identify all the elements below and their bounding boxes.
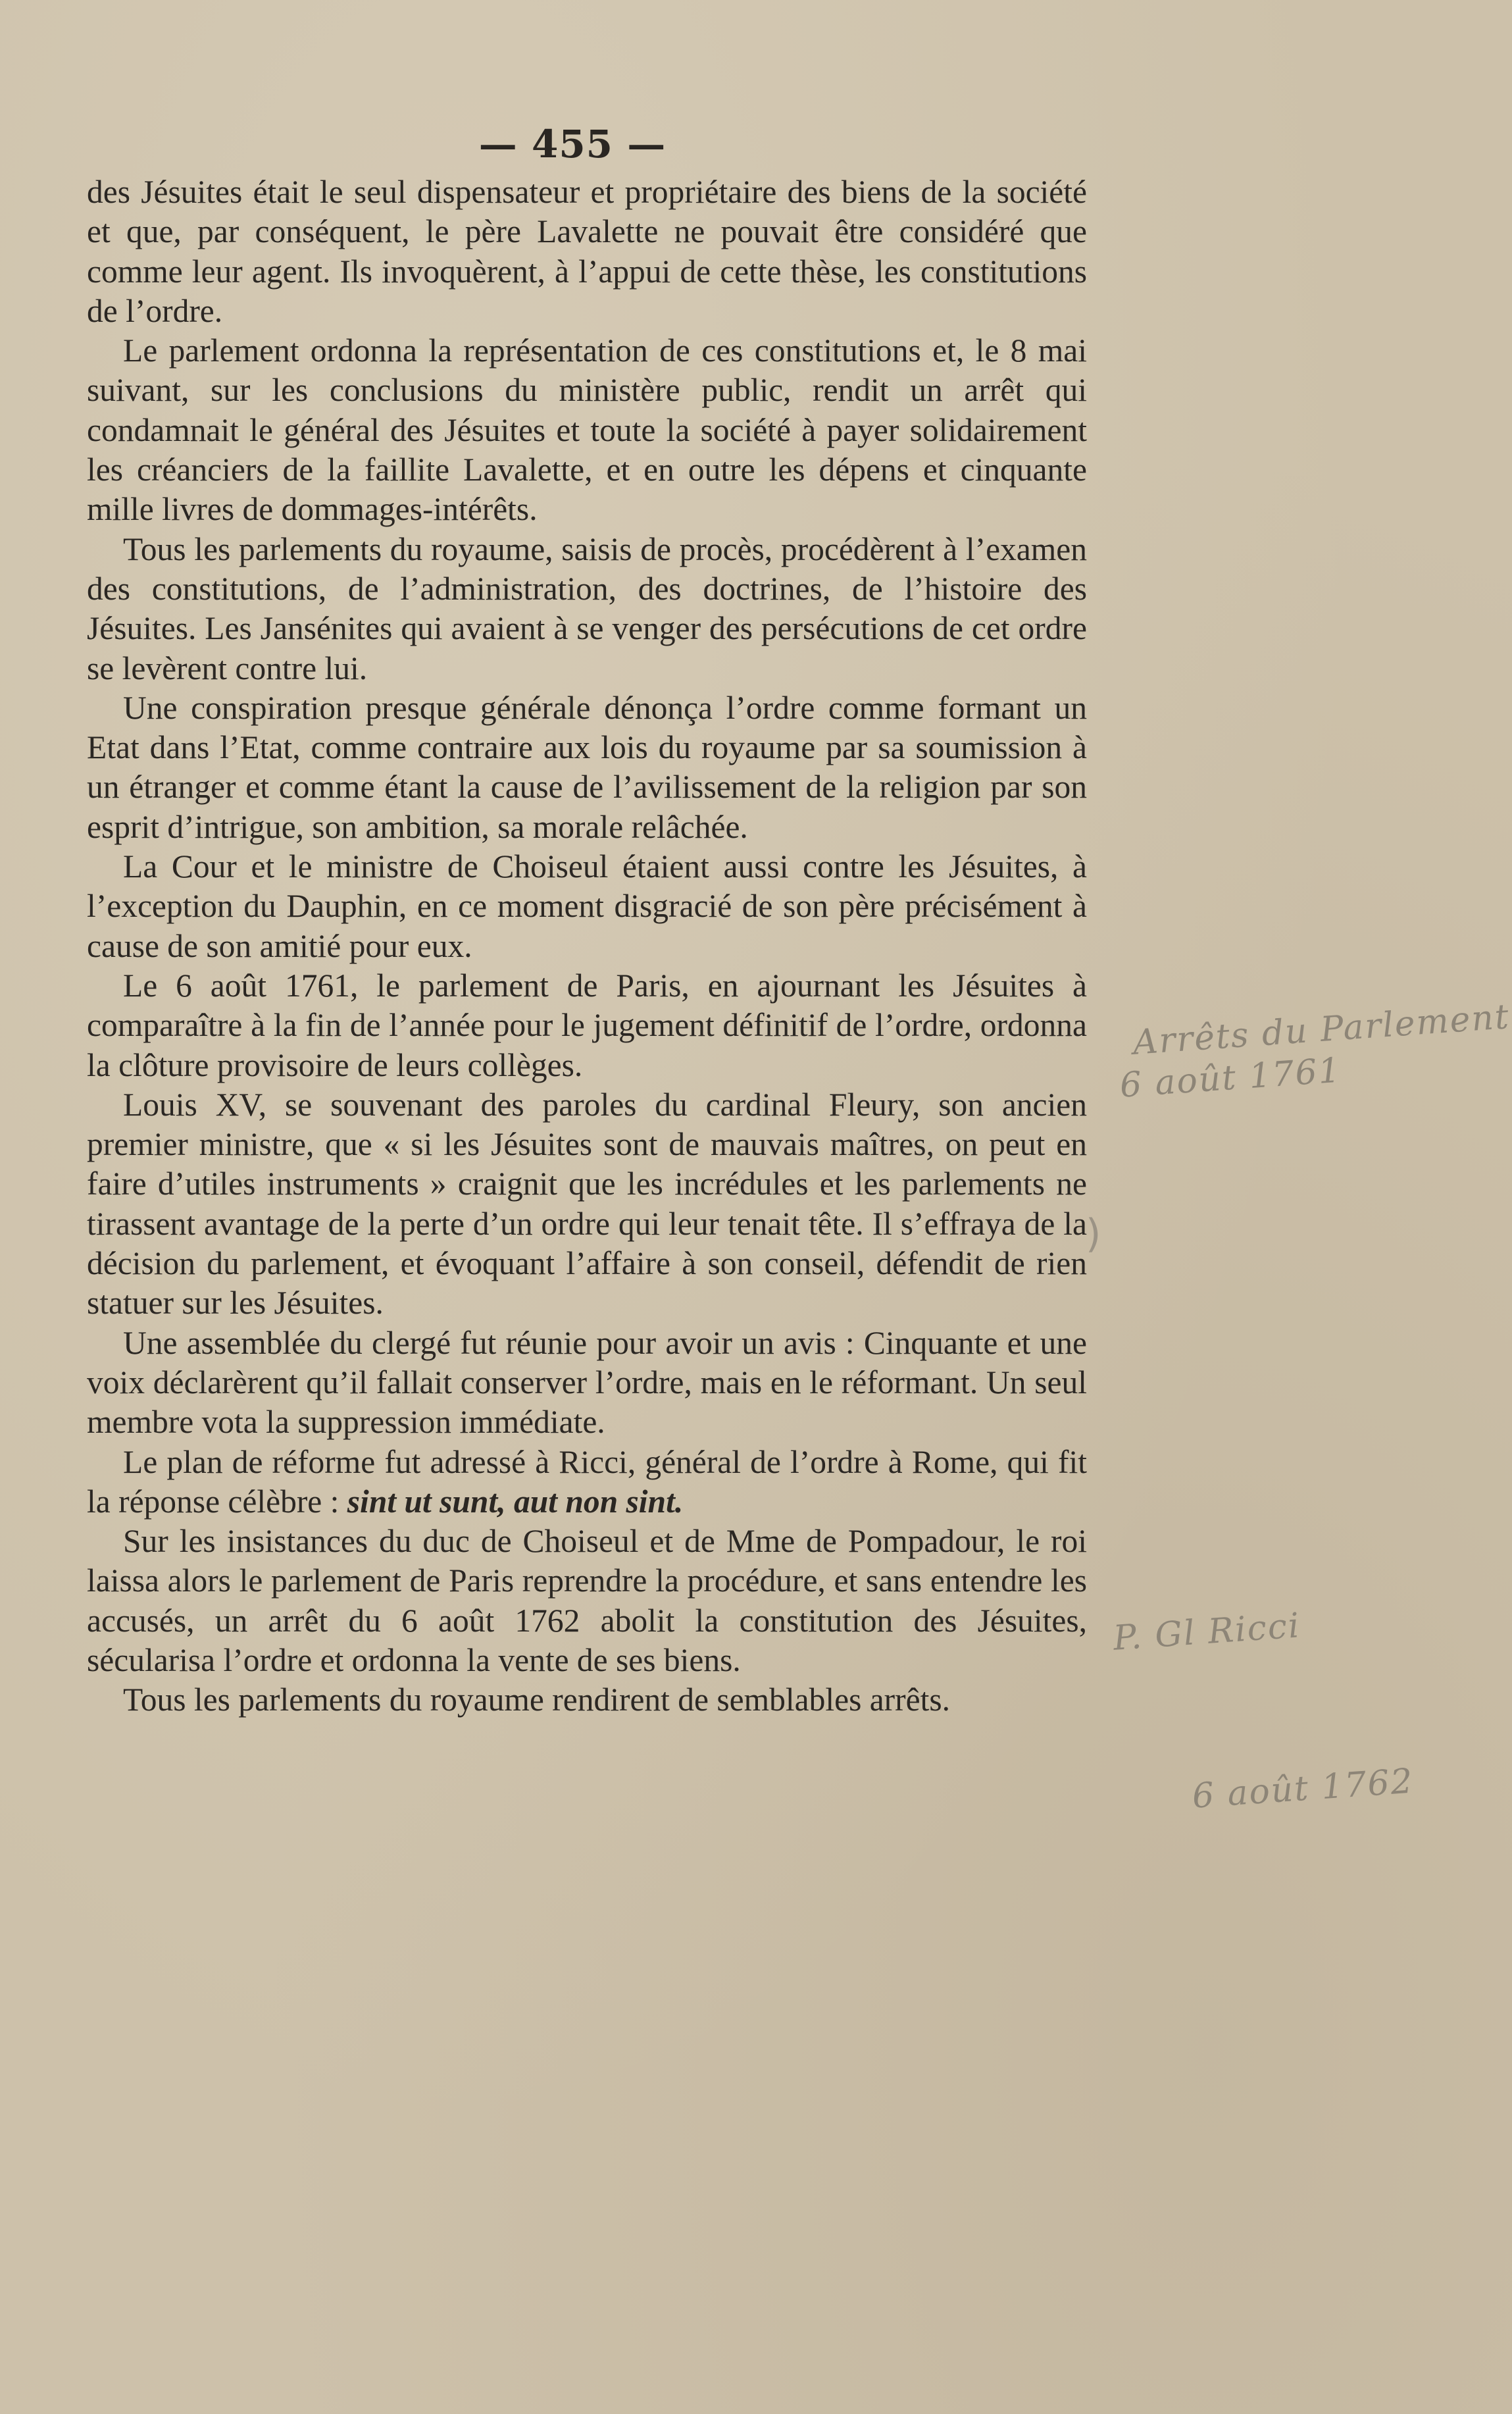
paragraph-4: Une conspiration presque générale dénonça l’ordre comme formant un Etat dans l’Etat, comme contraire aux lois du royaume par sa soumission à un étranger et comme étant la cause de l’avilissement de la religion par son esprit d’intrigue, son ambition, sa morale relâchée. <box>87 689 1087 845</box>
paragraph-7: Louis XV, se souvenant des paroles du cardinal Fleury, son ancien premier ministre, que « si les Jésuites sont de mauvais maîtres, on peut en faire d’utiles instruments » craignit que les incrédules et les parlements ne tirassent avantage de la perte d’un ordre qui leur tenait tête. Il s’effraya de la décision du parlement, et évoquant l’affaire à son conseil, défendit de rien statuer sur les Jésuites. <box>87 1086 1087 1322</box>
paragraph-9: Sur les insistances du duc de Choiseul et de Mme de Pompadour, le roi laissa alors le parlement de Paris reprendre la procédure, et sans entendre les accusés, un arrêt du 6 août 1762 abolit la constitution des Jésuites, sécularisa l’ordre et ordonna la vente de ses biens. <box>87 1523 1087 1678</box>
ricci-quote: sint ut sunt, aut non sint. <box>347 1483 684 1520</box>
body-text <box>87 172 1087 1720</box>
pencil-bracket-mark: ) <box>1086 1211 1101 1257</box>
margin-note-date-1762: 6 août 1762 <box>1191 1761 1415 1816</box>
paragraph-3: Tous les parlements du royaume, saisis de procès, procédèrent à l’examen des constitutions, de l’administration, des doctrines, de l’histoire des Jésuites. Les Jansénites qui avaient à se venger des persécutions de cet ordre se levèrent contre lui. <box>87 530 1087 686</box>
paragraph-6: Le 6 août 1761, le parlement de Paris, en ajournant les Jésuites à comparaître à la fin de l’année pour le jugement définitif de l’ordre, ordonna la clôture provisoire de leurs collèges. <box>87 967 1087 1083</box>
paragraph-5: La Cour et le ministre de Choiseul étaient aussi contre les Jésuites, à l’exception du Dauphin, en ce moment disgracié de son père précisément à cause de son amitié pour eux. <box>87 848 1087 964</box>
ricci-text: Le plan de réforme fut adressé à Ricci, général de l’ordre à Rome, qui fit la réponse célèbre : <box>87 1443 1087 1520</box>
margin-note-arrets: Arrêts du Parlement <box>1132 996 1511 1063</box>
paragraph-8: Une assemblée du clergé fut réunie pour avoir un avis : Cinquante et une voix déclarèrent qu’il fallait conserver l’ordre, mais en le réformant. Un seul membre vota la suppression immédiate. <box>87 1324 1087 1441</box>
page-number: — 455 — <box>478 122 667 167</box>
paragraph-1: des Jésuites était le seul dispensateur et propriétaire des biens de la société et que, par conséquent, le père Lavalette ne pouvait être considéré que comme leur agent. Ils invoquèrent, à l’appui de cette thèse, les constitutions de l’ordre. <box>87 174 1087 329</box>
margin-note-ricci: P. Gl Ricci <box>1112 1606 1302 1658</box>
paragraph-10: Tous les parlements du royaume rendirent de semblables arrêts. <box>123 1682 951 1718</box>
paragraph-ricci <box>87 1443 1087 1522</box>
margin-note-date-1761: 6 août 1761 <box>1119 1050 1343 1106</box>
paragraph-2: Le parlement ordonna la représentation de ces constitutions et, le 8 mai suivant, sur les conclusions du ministère public, rendit un arrêt qui condamnait le général des Jésuites et toute la société à payer solidairement les créanciers de la faillite Lavalette, et en outre les dépens et cinquante mille livres de dommages-intérêts. <box>87 332 1087 528</box>
